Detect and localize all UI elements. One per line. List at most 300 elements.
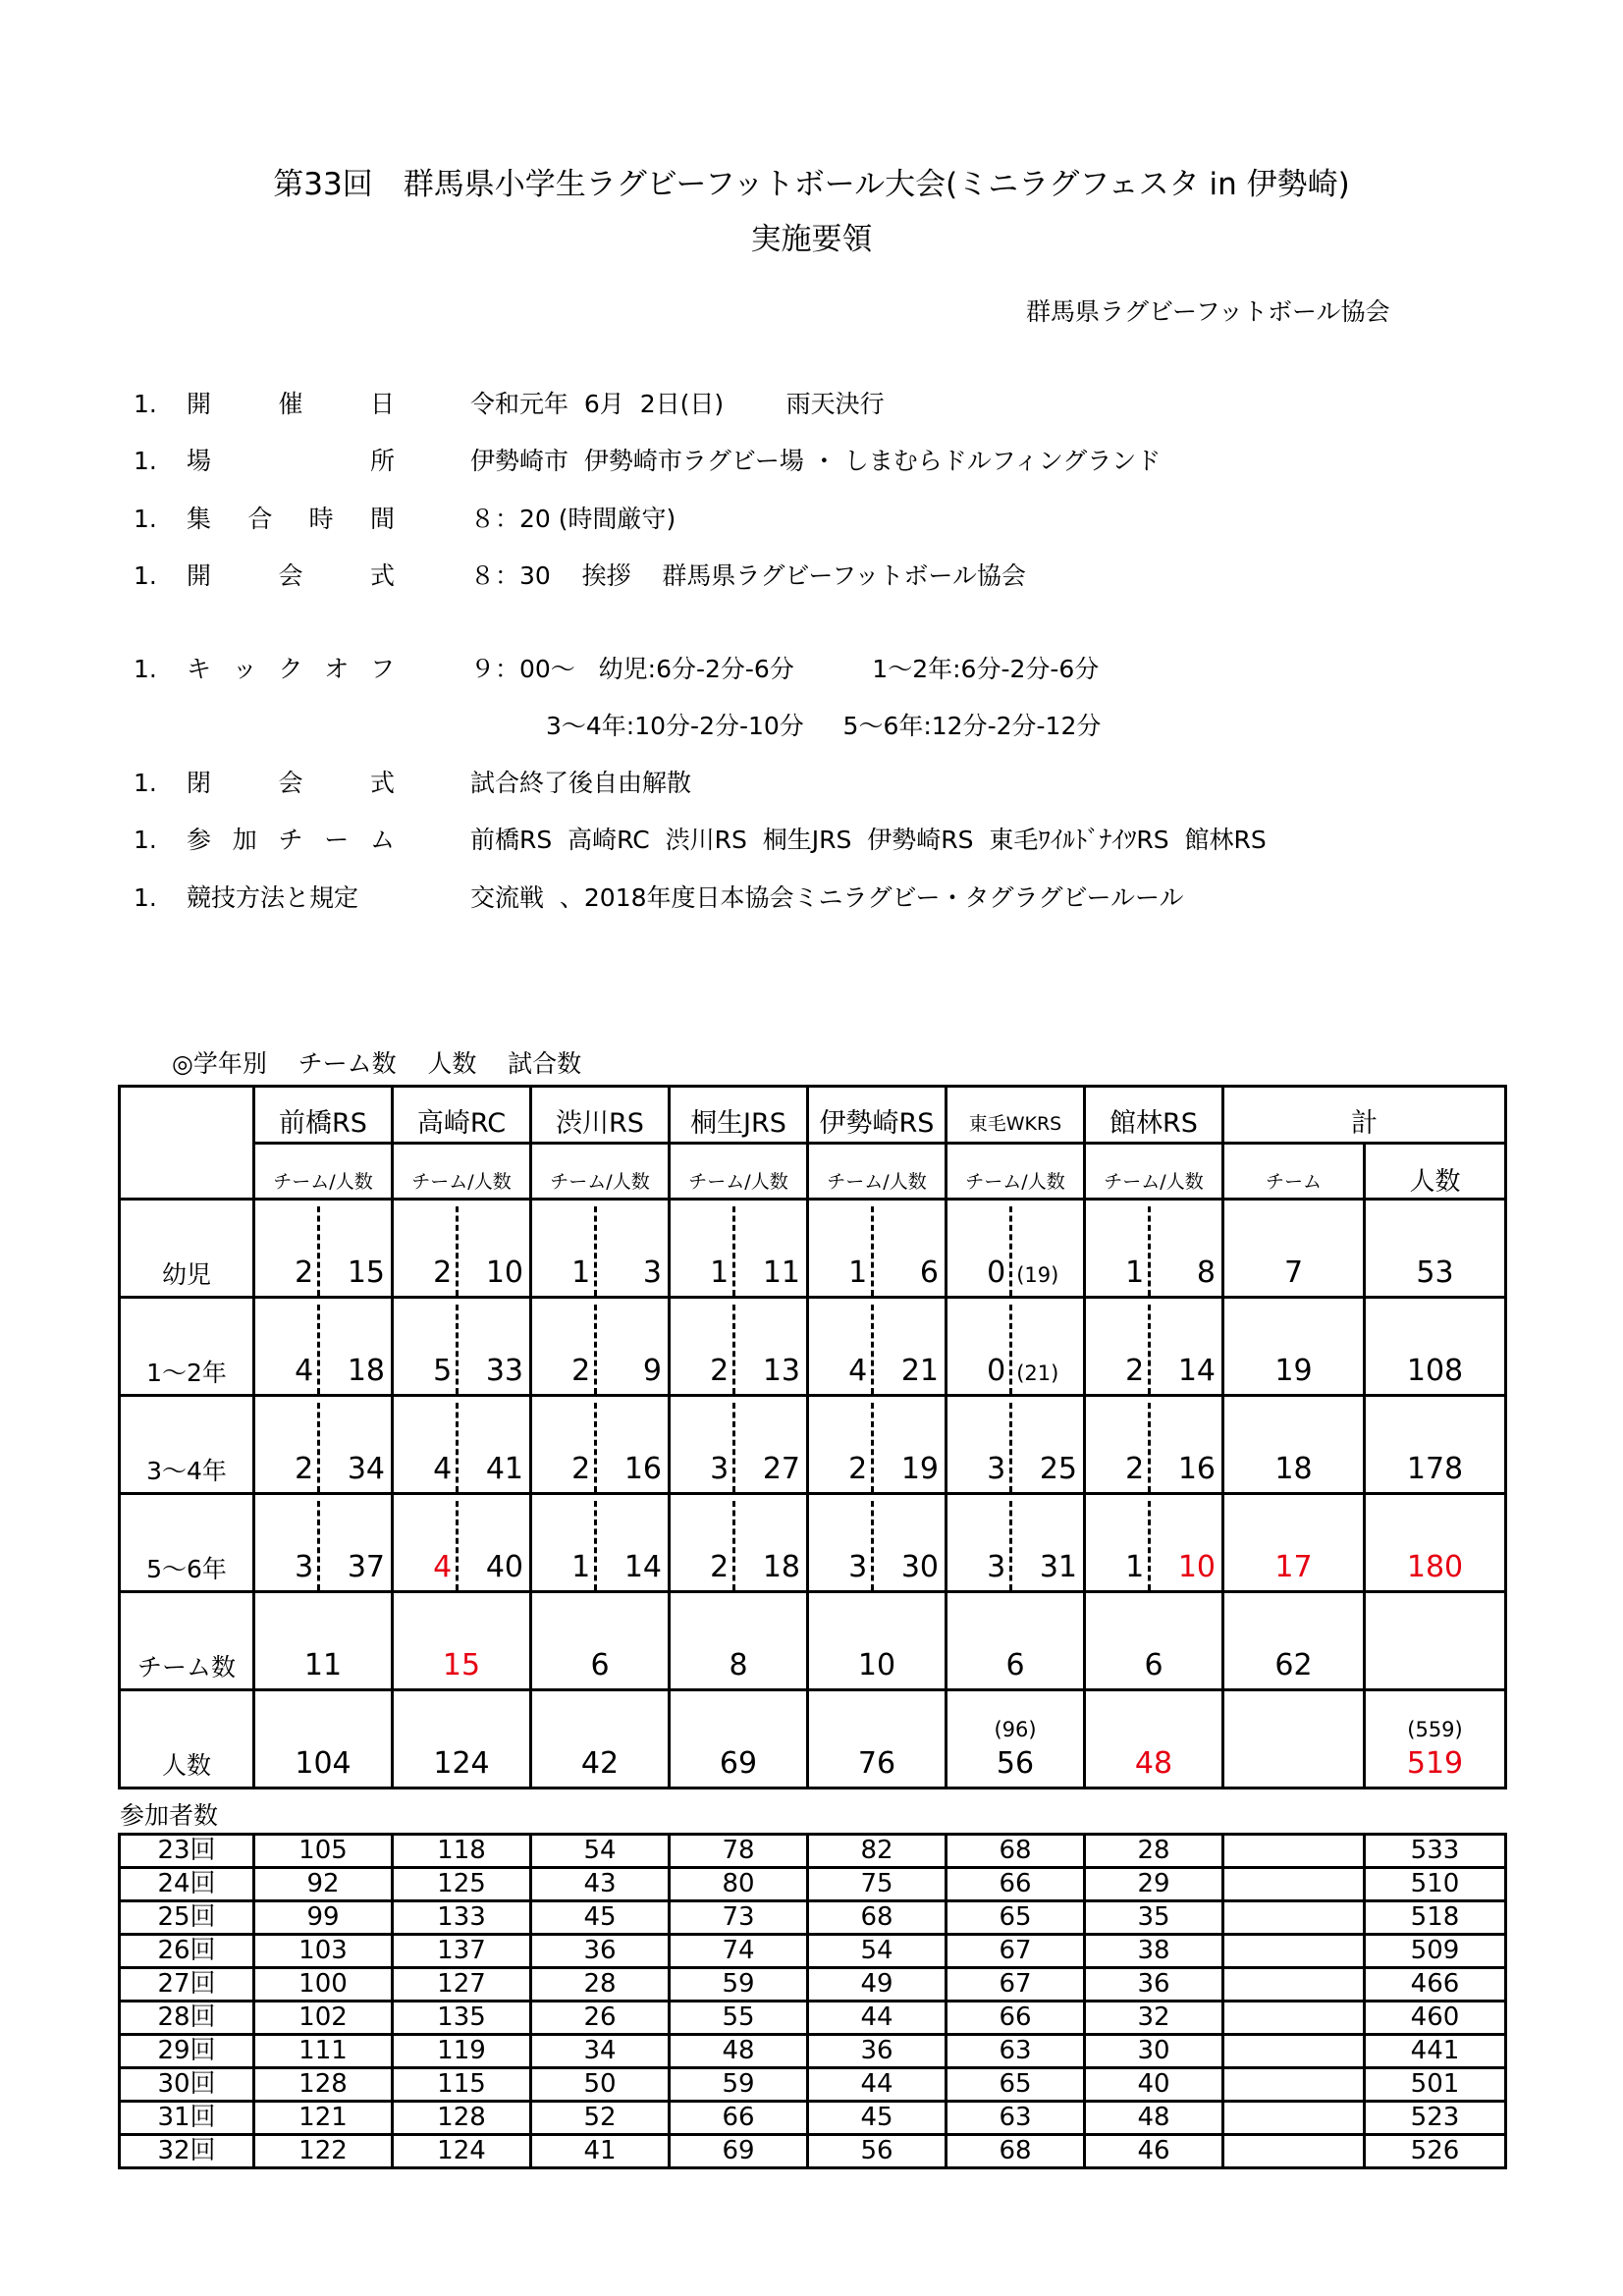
team-cell <box>947 1298 1085 1396</box>
total-teams-value: 18 <box>1274 1452 1313 1486</box>
team-cell <box>947 1200 1085 1298</box>
team-people-subheader: チーム/人数 <box>393 1144 531 1200</box>
people-total <box>1085 1690 1223 1789</box>
empty-cell <box>1223 1835 1365 1868</box>
team-cell <box>254 1298 393 1396</box>
total-people <box>1365 1396 1506 1494</box>
history-value: 67 <box>947 1968 1085 2002</box>
people-count: 27 <box>762 1452 800 1486</box>
team-header: 渋川RS <box>531 1087 670 1144</box>
team-cell <box>254 1396 393 1494</box>
team-count-total <box>1085 1592 1223 1690</box>
team-count-people <box>947 1403 1083 1492</box>
organizer: 群馬県ラグビーフットボール協会 <box>1026 297 1390 326</box>
team-header: 伊勢崎RS <box>808 1087 947 1144</box>
total-teams-subheader: チーム <box>1223 1144 1365 1200</box>
item-label-char: ク <box>278 655 303 683</box>
history-value: 68 <box>947 2135 1085 2168</box>
team-count-total-value: 6 <box>590 1648 610 1682</box>
team-count-people <box>255 1501 391 1590</box>
item-value: ９：00～ 幼児:6分-2分-6分 1～2年:6分-2分-6分 <box>470 655 1100 683</box>
team-count-total-value: 15 <box>442 1648 481 1682</box>
item-value: 令和元年 6月 2日(日) 雨天決行 <box>470 390 885 418</box>
empty-cell <box>1223 2068 1365 2102</box>
history-value: 105 <box>254 1835 393 1868</box>
item-label-char: 合 <box>247 505 273 533</box>
history-total: 466 <box>1365 1968 1506 2002</box>
item-number: 1. <box>134 883 157 912</box>
history-row <box>120 1835 1506 1868</box>
people-count: 6 <box>919 1255 939 1290</box>
history-value: 128 <box>254 2068 393 2102</box>
team-count-label: チーム数 <box>120 1592 254 1690</box>
history-value: 69 <box>670 2135 808 2168</box>
item-label-char: 場 <box>187 447 212 475</box>
total-people-subheader: 人数 <box>1365 1144 1506 1200</box>
team-count-total-value: 6 <box>1005 1648 1025 1682</box>
history-value: 56 <box>808 2135 947 2168</box>
total-header: 計 <box>1223 1087 1506 1144</box>
history-label: 31回 <box>120 2102 254 2135</box>
history-value: 99 <box>254 1901 393 1935</box>
item-label-char: 閉 <box>187 769 212 797</box>
item-label-char: 時 <box>308 505 334 533</box>
team-count: 3 <box>671 1403 735 1492</box>
team-count-people <box>394 1206 529 1296</box>
history-value: 115 <box>393 2068 531 2102</box>
header-blank <box>120 1087 254 1200</box>
item-label <box>187 559 395 594</box>
people-count: (21) <box>1016 1362 1059 1385</box>
empty-cell <box>1223 1690 1365 1789</box>
item-label <box>187 387 395 422</box>
item-label <box>187 881 395 916</box>
item-label <box>187 823 395 858</box>
history-value: 67 <box>947 1935 1085 1968</box>
team-cell <box>808 1396 947 1494</box>
team-count-people <box>532 1206 668 1296</box>
grade-subheader-row <box>120 1144 1506 1200</box>
item-number: 1. <box>134 505 157 533</box>
history-label: 28回 <box>120 2002 254 2035</box>
history-value: 73 <box>670 1901 808 1935</box>
people-count: 25 <box>1039 1452 1077 1486</box>
team-cell <box>808 1298 947 1396</box>
team-count: 2 <box>671 1305 735 1394</box>
history-total: 510 <box>1365 1868 1506 1901</box>
people-count: 37 <box>347 1550 385 1584</box>
team-count-people <box>671 1501 806 1590</box>
team-count-total-value: 11 <box>303 1648 343 1682</box>
item-label-char: 所 <box>369 447 395 475</box>
people-count: 8 <box>1196 1255 1216 1290</box>
team-count: 4 <box>809 1305 874 1394</box>
team-count-people <box>532 1305 668 1394</box>
history-value: 36 <box>531 1935 670 1968</box>
item-label-char: フ <box>369 655 395 683</box>
team-count-people <box>671 1305 806 1394</box>
history-value: 32 <box>1085 2002 1223 2035</box>
total-people-value: 108 <box>1406 1354 1464 1388</box>
history-value: 68 <box>947 1835 1085 1868</box>
people-count: 18 <box>347 1354 385 1388</box>
people-total-value: 104 <box>295 1746 352 1781</box>
history-label: 27回 <box>120 1968 254 2002</box>
history-row <box>120 1868 1506 1901</box>
team-count-people <box>809 1206 945 1296</box>
item-label-char: 日 <box>369 390 395 418</box>
people-grand-total <box>1365 1690 1506 1789</box>
history-value: 38 <box>1085 1935 1223 1968</box>
team-count: 1 <box>809 1206 874 1296</box>
item-value: ８：20 (時間厳守) <box>470 505 676 533</box>
total-teams <box>1223 1298 1365 1396</box>
team-cell <box>1085 1200 1223 1298</box>
history-value: 124 <box>393 2135 531 2168</box>
people-count: 19 <box>900 1452 939 1486</box>
detail-item <box>134 387 1528 422</box>
history-value: 119 <box>393 2035 531 2068</box>
history-label: 25回 <box>120 1901 254 1935</box>
team-count: 1 <box>671 1206 735 1296</box>
team-count: 4 <box>255 1305 320 1394</box>
team-header: 高崎RC <box>393 1087 531 1144</box>
history-table <box>118 1833 1507 2169</box>
history-value: 36 <box>1085 1968 1223 2002</box>
total-teams <box>1223 1396 1365 1494</box>
total-teams <box>1223 1200 1365 1298</box>
team-header: 東毛WKRS <box>947 1087 1085 1144</box>
item-value: 交流戦 、2018年度日本協会ミニラグビー・タグラグビールール <box>470 883 1184 912</box>
people-count: 30 <box>900 1550 939 1584</box>
team-people-subheader: チーム/人数 <box>670 1144 808 1200</box>
history-value: 44 <box>808 2002 947 2035</box>
grade-label: 3～4年 <box>120 1396 254 1494</box>
detail-item <box>134 881 1528 916</box>
history-value: 92 <box>254 1868 393 1901</box>
team-count-people <box>1086 1403 1221 1492</box>
history-value: 46 <box>1085 2135 1223 2168</box>
team-count: 2 <box>1086 1403 1151 1492</box>
item-label-char: 集 <box>187 505 212 533</box>
history-value: 59 <box>670 2068 808 2102</box>
item-label-char: ー <box>324 826 350 854</box>
people-count: 31 <box>1039 1550 1077 1584</box>
people-total-value: 48 <box>1134 1746 1173 1781</box>
team-cell <box>393 1298 531 1396</box>
history-table-caption: 参加者数 <box>120 1801 219 1830</box>
people-grand-total-note: (559) <box>1407 1718 1463 1741</box>
history-value: 122 <box>254 2135 393 2168</box>
history-total: 501 <box>1365 2068 1506 2102</box>
team-count-total-value: 10 <box>857 1648 896 1682</box>
history-total: 533 <box>1365 1835 1506 1868</box>
team-count-people <box>1086 1206 1221 1296</box>
history-value: 54 <box>808 1935 947 1968</box>
team-count-people <box>809 1305 945 1394</box>
item-label-char: 加 <box>232 826 257 854</box>
people-count: 3 <box>642 1255 662 1290</box>
grade-table <box>118 1085 1507 1789</box>
team-cell <box>808 1494 947 1592</box>
team-count-total-value: 6 <box>1144 1648 1163 1682</box>
team-count-people <box>255 1403 391 1492</box>
people-count: 11 <box>762 1255 800 1290</box>
total-people <box>1365 1200 1506 1298</box>
history-value: 121 <box>254 2102 393 2135</box>
item-number: 1. <box>134 390 157 418</box>
people-total-note: (96) <box>994 1718 1037 1741</box>
history-value: 36 <box>808 2035 947 2068</box>
team-count-total <box>947 1592 1085 1690</box>
history-total: 441 <box>1365 2035 1506 2068</box>
history-value: 118 <box>393 1835 531 1868</box>
item-label-char: オ <box>324 655 350 683</box>
people-total <box>670 1690 808 1789</box>
people-count: 21 <box>900 1354 939 1388</box>
history-row <box>120 1935 1506 1968</box>
history-value: 128 <box>393 2102 531 2135</box>
history-value: 41 <box>531 2135 670 2168</box>
history-row <box>120 2035 1506 2068</box>
people-label: 人数 <box>120 1690 254 1789</box>
people-total <box>254 1690 393 1789</box>
history-value: 59 <box>670 1968 808 2002</box>
team-cell <box>670 1298 808 1396</box>
grade-header-row <box>120 1087 1506 1144</box>
document-subtitle: 実施要領 <box>750 222 873 257</box>
history-value: 78 <box>670 1835 808 1868</box>
team-cell <box>670 1396 808 1494</box>
history-value: 45 <box>808 2102 947 2135</box>
people-count: 10 <box>485 1255 523 1290</box>
team-count-people <box>671 1403 806 1492</box>
history-value: 34 <box>531 2035 670 2068</box>
history-value: 80 <box>670 1868 808 1901</box>
item-number: 1. <box>134 826 157 854</box>
team-count-total <box>808 1592 947 1690</box>
item-value: 試合終了後自由解散 <box>470 769 692 797</box>
history-value: 44 <box>808 2068 947 2102</box>
people-grand-total-value: 519 <box>1406 1746 1464 1781</box>
team-count-people <box>394 1305 529 1394</box>
people-count: 16 <box>623 1452 662 1486</box>
item-value: 伊勢崎市 伊勢崎市ラグビー場 ・ しまむらドルフィングランド <box>470 447 1162 475</box>
item-label-char: 参 <box>187 826 212 854</box>
item-label-char: 開 <box>187 390 212 418</box>
people-count: 14 <box>623 1550 662 1584</box>
grade-row <box>120 1494 1506 1592</box>
history-value: 63 <box>947 2035 1085 2068</box>
history-value: 65 <box>947 1901 1085 1935</box>
people-count: 9 <box>642 1354 662 1388</box>
history-value: 26 <box>531 2002 670 2035</box>
history-value: 133 <box>393 1901 531 1935</box>
history-value: 40 <box>1085 2068 1223 2102</box>
team-count-grand-total <box>1223 1592 1365 1690</box>
team-cell <box>1085 1494 1223 1592</box>
team-count: 3 <box>947 1403 1012 1492</box>
history-value: 52 <box>531 2102 670 2135</box>
history-total: 509 <box>1365 1935 1506 1968</box>
history-value: 111 <box>254 2035 393 2068</box>
history-value: 102 <box>254 2002 393 2035</box>
total-teams-value: 7 <box>1283 1255 1304 1290</box>
team-count: 2 <box>671 1501 735 1590</box>
team-count-people <box>809 1403 945 1492</box>
people-total-value: 124 <box>433 1746 490 1781</box>
history-label: 29回 <box>120 2035 254 2068</box>
team-people-subheader: チーム/人数 <box>947 1144 1085 1200</box>
item-label <box>187 652 395 687</box>
item-number: 1. <box>134 769 157 797</box>
history-value: 63 <box>947 2102 1085 2135</box>
total-teams-value: 17 <box>1274 1550 1313 1584</box>
history-value: 65 <box>947 2068 1085 2102</box>
history-total: 518 <box>1365 1901 1506 1935</box>
history-row <box>120 1901 1506 1935</box>
item-label <box>187 502 395 537</box>
team-people-subheader: チーム/人数 <box>254 1144 393 1200</box>
team-count-total <box>670 1592 808 1690</box>
people-total-value: 76 <box>857 1746 896 1781</box>
history-value: 49 <box>808 1968 947 2002</box>
people-count: 40 <box>485 1550 523 1584</box>
people-count: 18 <box>762 1550 800 1584</box>
item-value: 前橋RS 高崎RC 渋川RS 桐生JRS 伊勢崎RS 東毛ﾜｲﾙﾄﾞﾅｲﾂRS 館林RS <box>470 826 1267 854</box>
history-value: 74 <box>670 1935 808 1968</box>
team-cell <box>1085 1396 1223 1494</box>
history-label: 32回 <box>120 2135 254 2168</box>
item-label-char: ム <box>369 826 395 854</box>
item-label-char: 会 <box>278 769 303 797</box>
team-count: 3 <box>947 1501 1012 1590</box>
team-cell <box>393 1200 531 1298</box>
item-label-char: 間 <box>369 505 395 533</box>
item-number: 1. <box>134 447 157 475</box>
team-cell <box>531 1200 670 1298</box>
people-count: 15 <box>347 1255 385 1290</box>
detail-item <box>134 444 1528 479</box>
team-count: 1 <box>1086 1501 1151 1590</box>
team-cell <box>808 1200 947 1298</box>
total-people <box>1365 1298 1506 1396</box>
team-count-people <box>532 1501 668 1590</box>
people-count: 33 <box>485 1354 523 1388</box>
history-label: 23回 <box>120 1835 254 1868</box>
item-value: ８：30 挨拶 群馬県ラグビーフットボール協会 <box>470 561 1026 590</box>
item-label-char: チ <box>278 826 303 854</box>
team-cell <box>670 1494 808 1592</box>
team-cell <box>531 1396 670 1494</box>
team-people-subheader: チーム/人数 <box>1085 1144 1223 1200</box>
history-value: 66 <box>947 2002 1085 2035</box>
history-value: 100 <box>254 1968 393 2002</box>
people-count: 34 <box>347 1452 385 1486</box>
item-label-char: 式 <box>369 561 395 590</box>
history-value: 50 <box>531 2068 670 2102</box>
total-people <box>1365 1494 1506 1592</box>
team-count: 1 <box>1086 1206 1151 1296</box>
empty-cell <box>1223 2135 1365 2168</box>
item-label <box>187 766 395 801</box>
total-people-value: 178 <box>1406 1452 1464 1486</box>
item-label-char: 催 <box>278 390 303 418</box>
people-total-value: 56 <box>996 1746 1035 1781</box>
item-label <box>187 444 395 479</box>
team-people-subheader: チーム/人数 <box>531 1144 670 1200</box>
item-label-char: キ <box>187 655 212 683</box>
empty-cell <box>1223 1901 1365 1935</box>
people-count: (19) <box>1016 1263 1059 1287</box>
history-value: 55 <box>670 2002 808 2035</box>
empty-cell <box>1365 1592 1506 1690</box>
people-row <box>120 1690 1506 1789</box>
team-count: 2 <box>532 1403 597 1492</box>
team-count: 3 <box>255 1501 320 1590</box>
history-label: 26回 <box>120 1935 254 1968</box>
team-cell <box>531 1494 670 1592</box>
history-value: 45 <box>531 1901 670 1935</box>
team-count-people <box>1086 1305 1221 1394</box>
detail-item <box>134 766 1528 801</box>
history-value: 82 <box>808 1835 947 1868</box>
team-count-total <box>393 1592 531 1690</box>
team-count: 2 <box>809 1403 874 1492</box>
history-value: 66 <box>947 1868 1085 1901</box>
people-total-value: 69 <box>719 1746 758 1781</box>
history-value: 35 <box>1085 1901 1223 1935</box>
item-label-char: ッ <box>232 655 257 683</box>
history-value: 28 <box>1085 1835 1223 1868</box>
history-value: 125 <box>393 1868 531 1901</box>
item-label-char: 開 <box>187 561 212 590</box>
total-teams-value: 19 <box>1274 1354 1313 1388</box>
people-total <box>531 1690 670 1789</box>
grade-label: 1～2年 <box>120 1298 254 1396</box>
team-count-grand-total-value: 62 <box>1274 1648 1313 1682</box>
item-number: 1. <box>134 655 157 683</box>
item-label-char: 競技方法と規定 <box>187 883 359 912</box>
team-count: 4 <box>394 1501 459 1590</box>
history-row <box>120 2135 1506 2168</box>
team-count-total <box>531 1592 670 1690</box>
team-count: 3 <box>809 1501 874 1590</box>
total-teams <box>1223 1494 1365 1592</box>
people-total <box>393 1690 531 1789</box>
team-count: 2 <box>1086 1305 1151 1394</box>
people-count: 13 <box>762 1354 800 1388</box>
people-count: 10 <box>1177 1550 1216 1584</box>
grade-row <box>120 1396 1506 1494</box>
item-number: 1. <box>134 561 157 590</box>
grade-table-caption: ◎学年別 チーム数 人数 試合数 <box>172 1049 582 1078</box>
detail-item <box>134 652 1528 687</box>
team-cell <box>670 1200 808 1298</box>
team-count-total <box>254 1592 393 1690</box>
detail-item <box>134 559 1528 594</box>
history-value: 68 <box>808 1901 947 1935</box>
history-value: 43 <box>531 1868 670 1901</box>
detail-item <box>134 502 1528 537</box>
grade-row <box>120 1200 1506 1298</box>
people-total-value: 42 <box>580 1746 620 1781</box>
empty-cell <box>1223 1968 1365 2002</box>
team-cell <box>393 1396 531 1494</box>
team-count: 0 <box>947 1206 1012 1296</box>
team-header: 前橋RS <box>254 1087 393 1144</box>
history-total: 526 <box>1365 2135 1506 2168</box>
